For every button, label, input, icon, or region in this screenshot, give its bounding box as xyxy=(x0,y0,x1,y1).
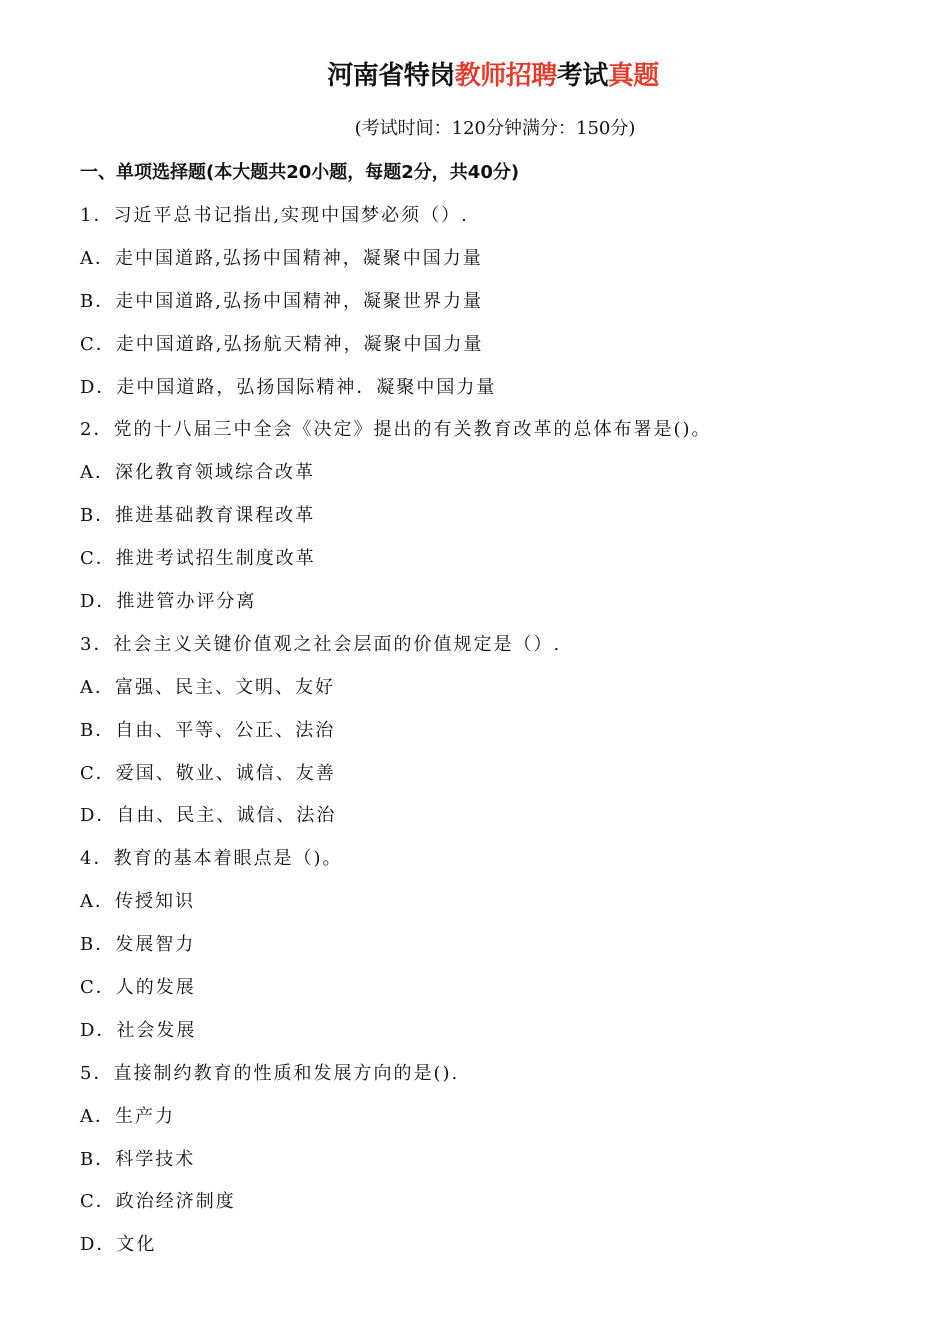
question-3-option-c: C．爱国、敬业、诚信、友善 xyxy=(80,762,336,784)
question-1-option-b: B．走中国道路,弘扬中国精神，凝聚世界力量 xyxy=(80,290,483,312)
question-5-stem: 5．直接制约教育的性质和发展方向的是(). xyxy=(80,1062,460,1084)
question-2-option-b: B．推进基础教育课程改革 xyxy=(80,505,316,527)
question-4-option-b: B．发展智力 xyxy=(80,934,196,956)
question-2-option-c: C．推进考试招生制度改革 xyxy=(80,548,316,570)
question-3-option-a: A．富强、民主、文明、友好 xyxy=(80,676,335,698)
section-heading: 一、单项选择题(本大题共20小题，每题2分，共40分) xyxy=(80,162,520,183)
question-5-option-d: D．文化 xyxy=(80,1234,157,1256)
question-4-option-c: C．人的发展 xyxy=(80,977,196,999)
question-1-option-c: C．走中国道路,弘扬航天精神，凝聚中国力量 xyxy=(80,333,484,355)
question-4-option-a: A．传授知识 xyxy=(80,891,195,913)
question-3-option-d: D．自由、民主、诚信、法治 xyxy=(80,805,337,827)
question-5-option-a: A．生产力 xyxy=(80,1105,175,1127)
question-4-option-d: D．社会发展 xyxy=(80,1019,197,1041)
question-5-option-c: C．政治经济制度 xyxy=(80,1191,236,1213)
question-1-option-d: D．走中国道路，弘扬国际精神．凝聚中国力量 xyxy=(80,376,497,398)
question-1-stem: 1．习近平总书记指出,实现中国梦必须（）. xyxy=(80,205,469,226)
page-title xyxy=(0,56,950,96)
question-list xyxy=(80,200,920,1272)
question-3-stem: 3．社会主义关键价值观之社会层面的价值规定是（）. xyxy=(80,633,562,655)
question-1-option-a: A．走中国道路,弘扬中国精神，凝聚中国力量 xyxy=(80,247,483,269)
exam-time-info: (考试时间：120分钟满分：150分) xyxy=(354,118,636,139)
question-3-option-b: B．自由、平等、公正、法治 xyxy=(80,719,336,741)
title-part-2-highlight: 教师招聘 xyxy=(454,61,557,91)
question-2-option-a: A．深化教育领域综合改革 xyxy=(80,462,315,484)
title-part-4-highlight: 真题 xyxy=(607,61,659,91)
title-part-1: 河南省特岗 xyxy=(327,61,455,91)
question-2-stem: 2．党的十八届三中全会《决定》提出的有关教育改革的总体布署是()。 xyxy=(80,419,712,441)
title-part-3: 考试 xyxy=(556,61,608,91)
question-2-option-d: D．推进管办评分离 xyxy=(80,591,257,613)
question-4-stem: 4．教育的基本着眼点是（)。 xyxy=(80,848,343,870)
question-5-option-b: B．科学技术 xyxy=(80,1148,196,1170)
